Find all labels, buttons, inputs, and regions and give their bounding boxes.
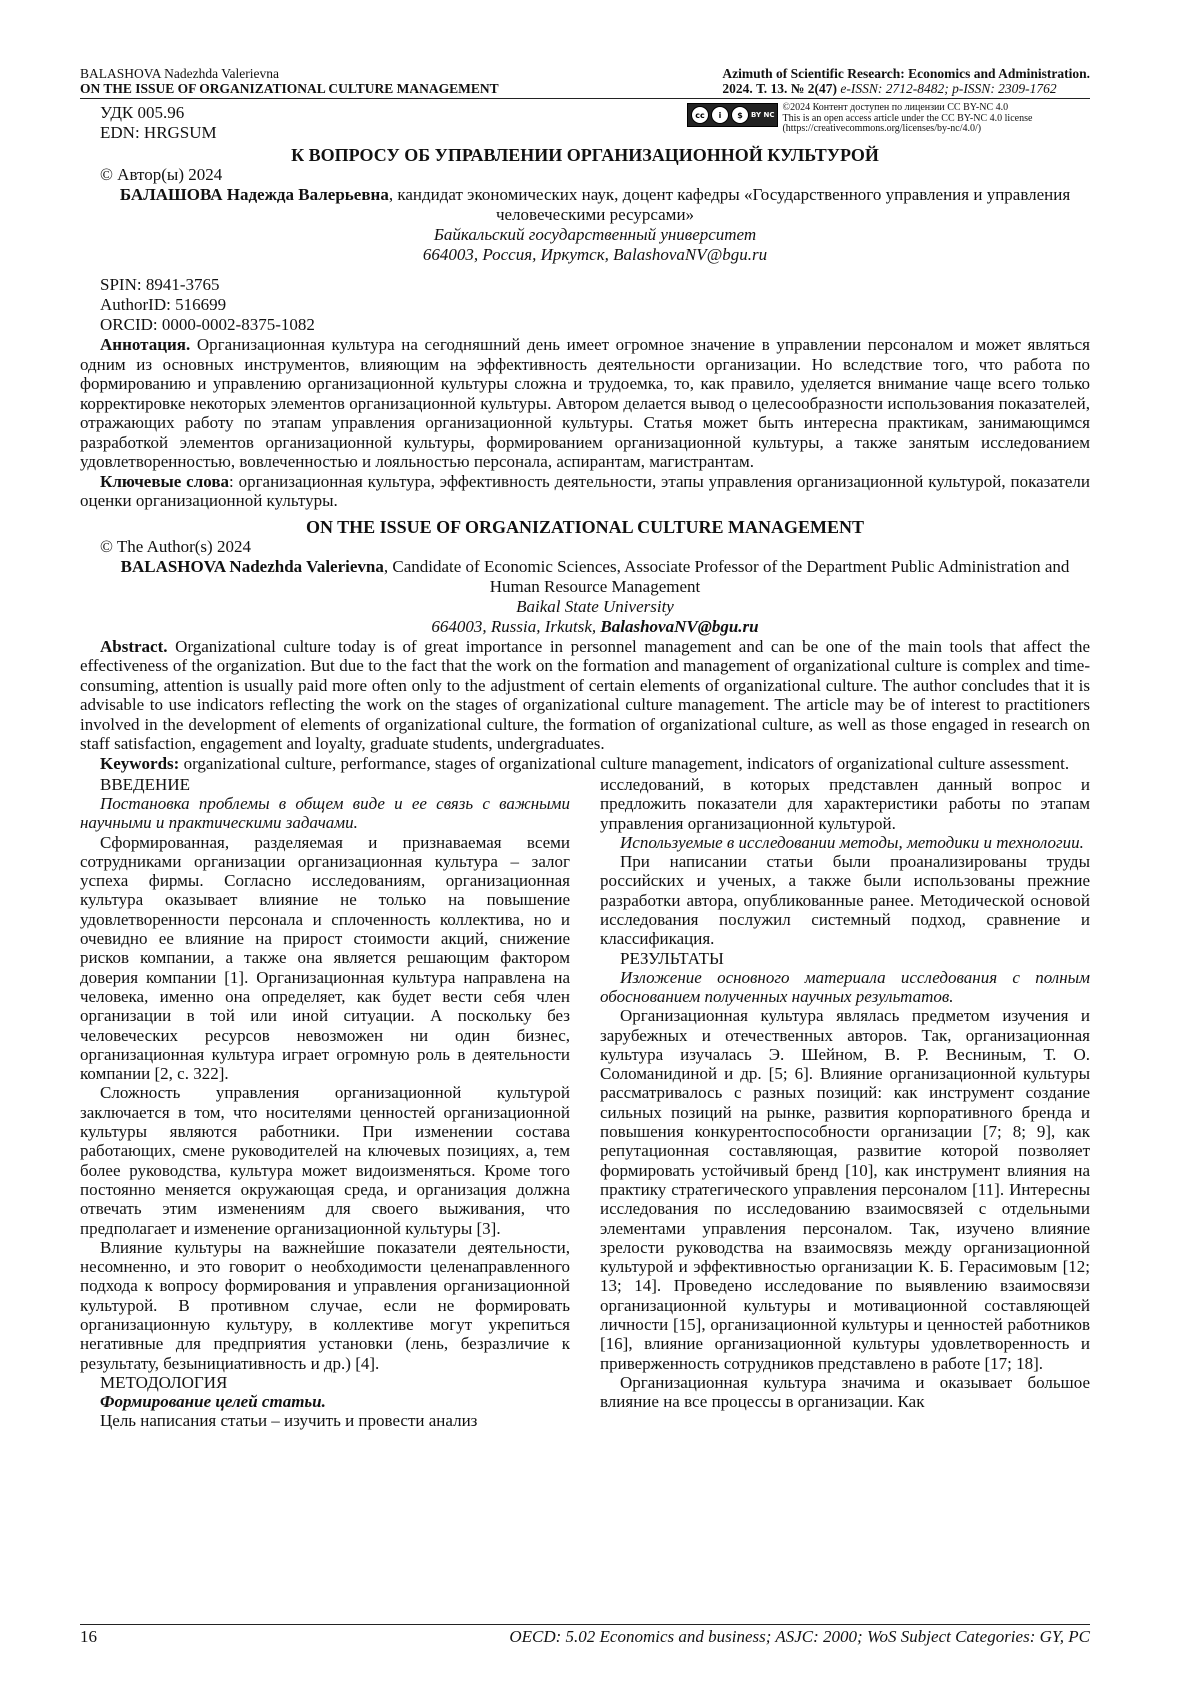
author-ru — [80, 185, 1090, 225]
header-author: BALASHOVA Nadezhda Valerievna — [80, 66, 279, 81]
left-column — [80, 775, 570, 1431]
address-en — [80, 617, 1090, 637]
copyright-ru: © Автор(ы) 2024 — [100, 165, 223, 184]
page-number: 16 — [80, 1627, 97, 1646]
copyright-en: © The Author(s) 2024 — [100, 536, 251, 556]
university-ru: Байкальский государственный университет — [433, 225, 757, 244]
email-en[interactable]: BalashovaNV@bgu.ru — [600, 616, 759, 636]
cc-badge-label: BY NC — [751, 111, 775, 119]
author-desc-en: , Candidate of Economic Sciences, Associate Professor of the Department Public Administration and Human Resource Management — [383, 556, 1070, 596]
university-en: Baikal State University — [516, 596, 674, 616]
section-intro-heading: ВВЕДЕНИЕ — [100, 775, 190, 794]
orcid-id: ORCID: 0000-0002-8375-1082 — [100, 315, 315, 334]
udk-block — [80, 103, 217, 143]
running-header — [80, 66, 1090, 99]
license-ru: ©2024 Контент доступен по лицензии CC BY-NC 4.0 — [782, 102, 1009, 113]
header-article-title: ON THE ISSUE OF ORGANIZATIONAL CULTURE MANAGEMENT — [80, 81, 499, 96]
header-issue — [722, 81, 1090, 96]
running-header-right — [722, 66, 1090, 96]
abstract-label-ru: Аннотация. — [100, 335, 191, 354]
abstract-text-ru: Организационная культура на сегодняшний день имеет огромное значение в управлении персоналом и может являться одним из основных инструментов, влияющим на эффективность деятельности организации. Но вследствие того, что работа по формированию и управлению организационной культуры сложна и трудоемка, то, как правило, уделяется внимание чаще всего только корректировке некоторых элементов организационной культуры. Автором делается вывод о целесообразности использования показателей, отражающих работу по этапам управления организационной культуры. Статья может быть интересна практикам, занимающимся разработкой элементов организационной культуры, формированием организационной культуры, а также занятым исследованием удовлетворенностью, вовлеченностью и лояльностью персонала, аспирантам, магистрантам. — [80, 335, 1090, 471]
author-ids — [80, 275, 1090, 335]
footer-classification: OECD: 5.02 Economics and business; ASJC: 2000; WoS Subject Categories: GY, PC — [509, 1627, 1090, 1646]
spin-id: SPIN: 8941-3765 — [100, 275, 220, 294]
license-text — [782, 103, 1032, 135]
section-method-subheading: Формирование целей статьи. — [100, 1391, 326, 1411]
abstract-label-en: Abstract. — [100, 636, 168, 656]
udk-code: УДК 005.96 — [100, 103, 185, 122]
keywords-en — [80, 754, 1090, 774]
section-methods-subheading: Используемые в исследовании методы, методики и технологии. — [620, 832, 1084, 852]
keywords-text-ru: : организационная культура, эффективность деятельности, этапы управления организационной культурой, показатели оценки организационной культуры. — [80, 471, 1090, 510]
article-title-ru: К ВОПРОСУ ОБ УПРАВЛЕНИИ ОРГАНИЗАЦИОННОЙ КУЛЬТУРОЙ — [291, 145, 879, 165]
author-name-ru: БАЛАШОВА Надежда Валерьевна — [119, 185, 389, 204]
right-column — [600, 775, 1090, 1431]
header-issue-number: 2024. Т. 13. № 2(47) — [722, 81, 837, 96]
meta-row — [80, 103, 1090, 143]
address-text-en: 664003, Russia, Irkutsk, — [431, 616, 601, 636]
keywords-label-en: Keywords: — [100, 753, 180, 773]
section-method-heading: МЕТОДОЛОГИЯ — [100, 1372, 228, 1392]
body-paragraph-4: Цель написания статьи – изучить и провести анализ — [100, 1411, 478, 1431]
license-url[interactable]: (https://creativecommons.org/licenses/by-nc/4.0/) — [782, 123, 982, 134]
page-footer — [80, 1624, 1090, 1647]
cc-icon: cc — [691, 106, 709, 124]
keywords-label-ru: Ключевые слова — [100, 471, 230, 491]
license-block — [687, 103, 1072, 143]
journal-page — [80, 66, 1090, 1431]
running-header-left — [80, 66, 499, 96]
body-paragraph-7: Организационная культура значима и оказывает большое влияние на все процессы в организации. Как — [600, 1372, 1090, 1412]
body-columns — [80, 775, 1090, 1431]
header-issn: e-ISSN: 2712-8482; p-ISSN: 2309-1762 — [840, 81, 1057, 96]
body-paragraph-5: При написании статьи были проанализированы труды российских и ученых, а также были использованы прежние разработки автора, опубликованные ранее. Методической основой исследования послужил системный подход, сравнение и классификация. — [600, 852, 1090, 949]
address-ru: 664003, Россия, Иркутск, BalashovaNV@bgu.ru — [422, 245, 768, 264]
header-journal: Azimuth of Scientific Research: Economics and Administration. — [722, 66, 1090, 81]
section-results-subheading: Изложение основного материала исследования с полным обоснованием полученных научных результатов. — [600, 967, 1090, 1006]
body-paragraph-1: Сформированная, разделяемая и признаваемая всеми сотрудниками организации организационная культура – залог успеха фирмы. Согласно исследованиям, организационная культура оказывает влияние не только на повышение удовлетворенности персонала и сплоченность коллектива, но и очевидно ее влияние на прирост стоимости акций, снижение рисков компании, а также она является решающим фактором доверия компании [1]. Организационная культура направлена на человека, именно она определяет, как будет вести себя член организации в той или иной ситуации. А поскольку без человеческих ресурсов невозможен ни один бизнес, организационная культура играет огромную роль в деятельности компании [2, с. 322]. — [80, 832, 570, 1084]
author-name-en: BALASHOVA Nadezhda Valerievna — [120, 556, 384, 576]
body-paragraph-6: Организационная культура являлась предметом изучения и зарубежных и отечественных авторов. Так, организационная культура изучалась Э. Шейном, В. Р. Весниным, Т. О. Соломанидиной и др. [5; 6]. Влияние организационной культуры рассматривалось с разных позиций: как инструмент создание сильных позиций на рынке, развития корпоративного бренда и повышения конкурентоспособности организации [7; 8; 9], как репутационная составляющая, развитие которой позволяет формировать устойчивый бренд [10], как инструмент влияния на практику стратегического управления персоналом [11]. Интересны исследования по исследованию взаимосвязей с отдельными элементами управления персоналом. Так, изучено влияние зрелости руководства на взаимосвязь между организационной культурой и эффективностью организации К. Б. Герасимовым [12; 13; 14]. Проведено исследование по выявлению взаимосвязи организационной культуры и мотивационной составляющей личности [15], организационной культуры и ценностей работников [16], влияние организационной культуры удовлетворенность и приверженность сотрудников представлено в работе [17; 18]. — [600, 1006, 1090, 1373]
author-id: AuthorID: 516699 — [100, 295, 227, 314]
abstract-text-en: Organizational culture today is of great importance in personnel management and can be one of the main tools that affect the effectiveness of the organization. But due to the fact that the work on the formation and management of organizational culture is complex and time-consuming, attention is usually paid more often only to the adjustment of certain elements of organizational culture. The author concludes that it is advisable to use indicators reflecting the work on the stages of organizational culture management. The article may be of interest to practitioners involved in the development of elements of organizational culture, the formation of organizational culture, as well as those engaged in research on staff satisfaction, engagement and loyalty, graduate students, undergraduates. — [80, 636, 1090, 753]
edn-code: EDN: HRGSUM — [100, 123, 217, 142]
by-icon: i — [711, 106, 729, 124]
body-paragraph-3: Влияние культуры на важнейшие показатели деятельности, несомненно, и это говорит о необходимости целенаправленного подхода к вопросу формирования и управления организационной культурой. В противном случае, если не формировать организационную культуру, в коллективе могут укрепиться негативные для предприятия установки (лень, безразличие к результату, безынициативность и др.) [4]. — [80, 1237, 570, 1373]
abstract-ru — [80, 335, 1090, 472]
section-results-heading: РЕЗУЛЬТАТЫ — [620, 948, 724, 968]
license-en: This is an open access article under the CC BY-NC 4.0 license — [782, 112, 1033, 124]
body-paragraph-4-cont: исследований, в которых представлен данный вопрос и предложить показатели для характеристики работы по этапам управления организационной культурой. — [600, 775, 1090, 833]
nc-icon: $ — [731, 106, 749, 124]
abstract-en — [80, 637, 1090, 754]
keywords-text-en: organizational culture, performance, stages of organizational culture management, indicators of organizational culture assessment. — [179, 753, 1070, 773]
cc-license-badge[interactable] — [687, 103, 778, 127]
author-desc-ru: , кандидат экономических наук, доцент кафедры «Государственного управления и управления человеческими ресурсами» — [388, 185, 1071, 224]
article-title-en: ON THE ISSUE OF ORGANIZATIONAL CULTURE MANAGEMENT — [305, 516, 865, 537]
body-paragraph-2: Сложность управления организационной культурой заключается в том, что носителями ценностей организационной культуры являются работники. При изменении состава работающих, смене руководителей на ключевых позициях, а, тем более руководства, культура может видоизменяться. Кроме того постоянно меняется окружающая среда, и организация должна отвечать этим изменениям для своего выживания, что предполагает и изменение организационной культуры [3]. — [80, 1083, 570, 1238]
keywords-ru — [80, 472, 1090, 511]
author-en — [80, 557, 1090, 597]
section-intro-subheading: Постановка проблемы в общем виде и ее связь с важными научными и практическими задачами. — [80, 794, 570, 833]
